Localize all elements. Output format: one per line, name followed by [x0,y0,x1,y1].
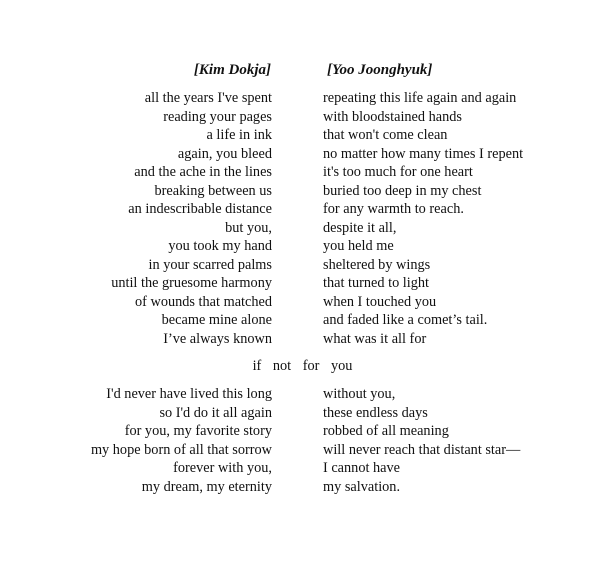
stanza2-left-line: so I'd do it all again [159,404,272,421]
stanza1-right-line: it's too much for one heart [323,164,473,180]
header-yoo-joonghyuk: [Yoo Joonghyuk] [327,62,433,78]
stanza2-left-line: my dream, my eternity [141,478,272,495]
stanza1-left-column [111,89,272,348]
stanza1-right-line: no matter how many times I repent [323,145,524,162]
stanza2-left-line: my hope born of all that sorrow [90,441,272,458]
stanza1-left-line: but you, [225,219,272,236]
stanza1-right-line: buried too deep in my chest [323,182,482,199]
stanza1-right-line: and faded like a comet’s tail. [323,312,488,328]
stanza2-left-column [91,385,272,496]
stanza1-left-line: all the years I've spent [144,90,272,106]
stanza2-right-line: robbed of all meaning [323,423,449,439]
stanza1-left-line: became mine alone [161,312,272,328]
stanza2-right-line: my salvation. [323,478,401,495]
stanza2-left-line: for you, my favorite story [124,423,272,439]
stanza2-right-line: without you, [323,386,396,402]
stanza2-right-column [323,385,520,496]
stanza1-right-line: sheltered by wings [323,256,431,273]
stanza1-left-line: a life in ink [206,127,272,143]
header-kim-dokja: [Kim Dokja] [193,62,271,78]
stanza1-left-line: an indescribable distance [128,201,272,217]
stanza1-right-line: you held me [323,238,394,254]
stanza1-right-line: despite it all, [323,219,397,236]
stanza2-right-line: these endless days [323,404,428,421]
stanza1-right-line: when I touched you [323,293,437,310]
stanza2-right-line: I cannot have [323,460,401,476]
stanza1-right-line: with bloodstained hands [323,108,462,125]
stanza1-left-line: in your scarred palms [148,256,272,273]
stanza1-right-line: repeating this life again and again [323,90,517,106]
stanza2-right-line: will never reach that distant star— [323,441,521,458]
stanza1-left-line: until the gruesome harmony [111,275,272,291]
stanza1-left-line: and the ache in the lines [134,164,272,180]
stanza1-right-column [323,89,523,348]
stanza1-right-line: what was it all for [323,330,427,347]
stanza2-left-line: I'd never have lived this long [106,386,272,402]
stanza1-left-line: reading your pages [163,108,272,125]
stanza1-right-line: that won't come clean [323,127,448,143]
stanza1-left-line: again, you bleed [177,145,272,162]
stanza1-left-line: I’ve always known [163,330,272,347]
stanza1-left-line: breaking between us [154,182,272,199]
stanza1-right-line: for any warmth to reach. [323,201,464,217]
stanza1-left-line: you took my hand [168,238,272,254]
stanza1-left-line: of wounds that matched [135,293,272,310]
center-refrain: if not for you [252,358,353,374]
stanza1-right-line: that turned to light [323,275,430,291]
stanza2-left-line: forever with you, [173,460,272,476]
